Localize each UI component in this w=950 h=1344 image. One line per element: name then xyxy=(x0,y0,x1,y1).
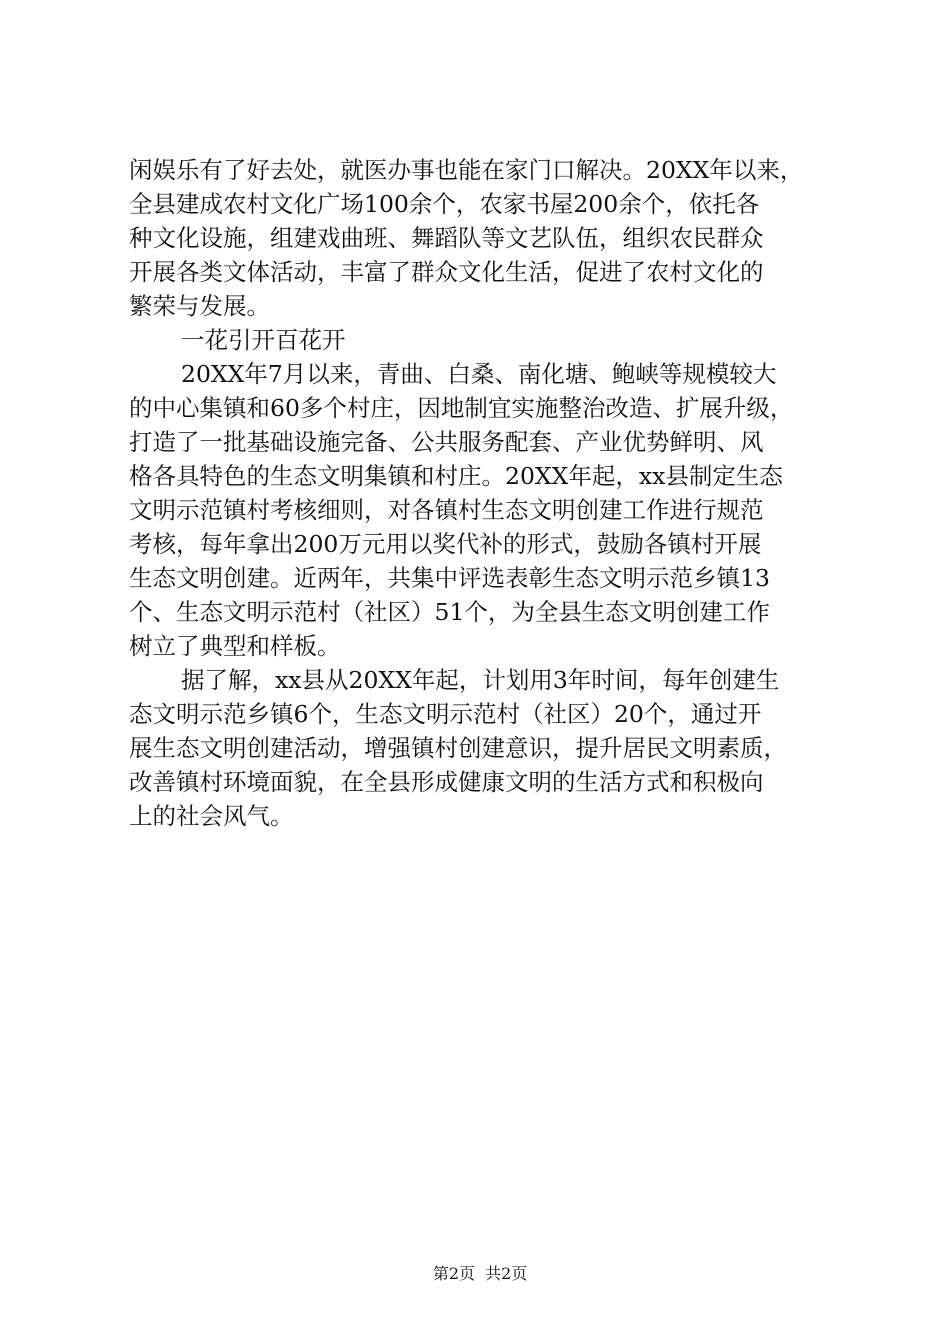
body-text-line xyxy=(0,663,950,697)
body-text-line xyxy=(0,731,950,765)
body-text: 打造了一批基础设施完备、公共服务配套、产业优势鲜明、风 xyxy=(129,428,764,456)
body-text: 闲娱乐有了好去处，就医办事也能在家门口解决。20XX年以来， xyxy=(129,156,804,184)
body-text-line xyxy=(0,765,950,799)
body-text: 全县建成农村文化广场100余个，农家书屋200余个，依托各 xyxy=(129,190,760,218)
body-text-line xyxy=(0,221,950,255)
body-text: 据了解，xx县从20XX年起，计划用3年时间，每年创建生 xyxy=(181,666,780,694)
body-text: 展生态文明创建活动，增强镇村创建意识，提升居民文明素质， xyxy=(129,734,787,762)
body-text: 的中心集镇和60多个村庄，因地制宜实施整治改造、扩展升级， xyxy=(129,394,794,422)
body-text: 种文化设施，组建戏曲班、舞蹈队等文艺队伍，组织农民群众 xyxy=(129,224,764,252)
body-text-line xyxy=(0,561,950,595)
body-text-line xyxy=(0,527,950,561)
body-text: 格各具特色的生态文明集镇和村庄。20XX年起，xx县制定生态 xyxy=(129,462,783,490)
body-text-line xyxy=(0,255,950,289)
body-text-line xyxy=(0,187,950,221)
body-text-line xyxy=(0,799,950,833)
page-number-label: 第2页 共2页 xyxy=(432,1264,528,1283)
body-text-line xyxy=(0,697,950,731)
body-text-line xyxy=(0,629,950,663)
body-text-line xyxy=(0,391,950,425)
body-text-line xyxy=(0,425,950,459)
body-text-line xyxy=(0,289,950,323)
body-text: 树立了典型和样板。 xyxy=(129,632,341,660)
body-text-line xyxy=(0,459,950,493)
body-text: 20XX年7月以来，青曲、白桑、南化塘、鲍峡等规模较大 xyxy=(181,360,777,388)
body-text: 考核，每年拿出200万元用以奖代补的形式，鼓励各镇村开展 xyxy=(129,530,762,558)
body-text: 繁荣与发展。 xyxy=(129,292,270,320)
body-text: 个、生态文明示范村（社区）51个，为全县生态文明创建工作 xyxy=(129,598,770,626)
body-text: 改善镇村环境面貌，在全县形成健康文明的生活方式和积极向 xyxy=(129,768,764,796)
body-text: 文明示范镇村考核细则，对各镇村生态文明创建工作进行规范 xyxy=(129,496,764,524)
body-text: 生态文明创建。近两年，共集中评选表彰生态文明示范乡镇13 xyxy=(129,564,770,592)
body-text-line xyxy=(0,153,950,187)
body-text: 上的社会风气。 xyxy=(129,802,294,830)
body-text-line xyxy=(0,493,950,527)
body-text: 态文明示范乡镇6个，生态文明示范村（社区）20个，通过开 xyxy=(129,700,762,728)
section-heading xyxy=(0,323,950,357)
body-text-line xyxy=(0,595,950,629)
body-text-line xyxy=(0,357,950,391)
page-footer xyxy=(0,1244,950,1284)
body-text: 开展各类文体活动，丰富了群众文化生活，促进了农村文化的 xyxy=(129,258,764,286)
section-heading-text: 一花引开百花开 xyxy=(181,326,346,354)
